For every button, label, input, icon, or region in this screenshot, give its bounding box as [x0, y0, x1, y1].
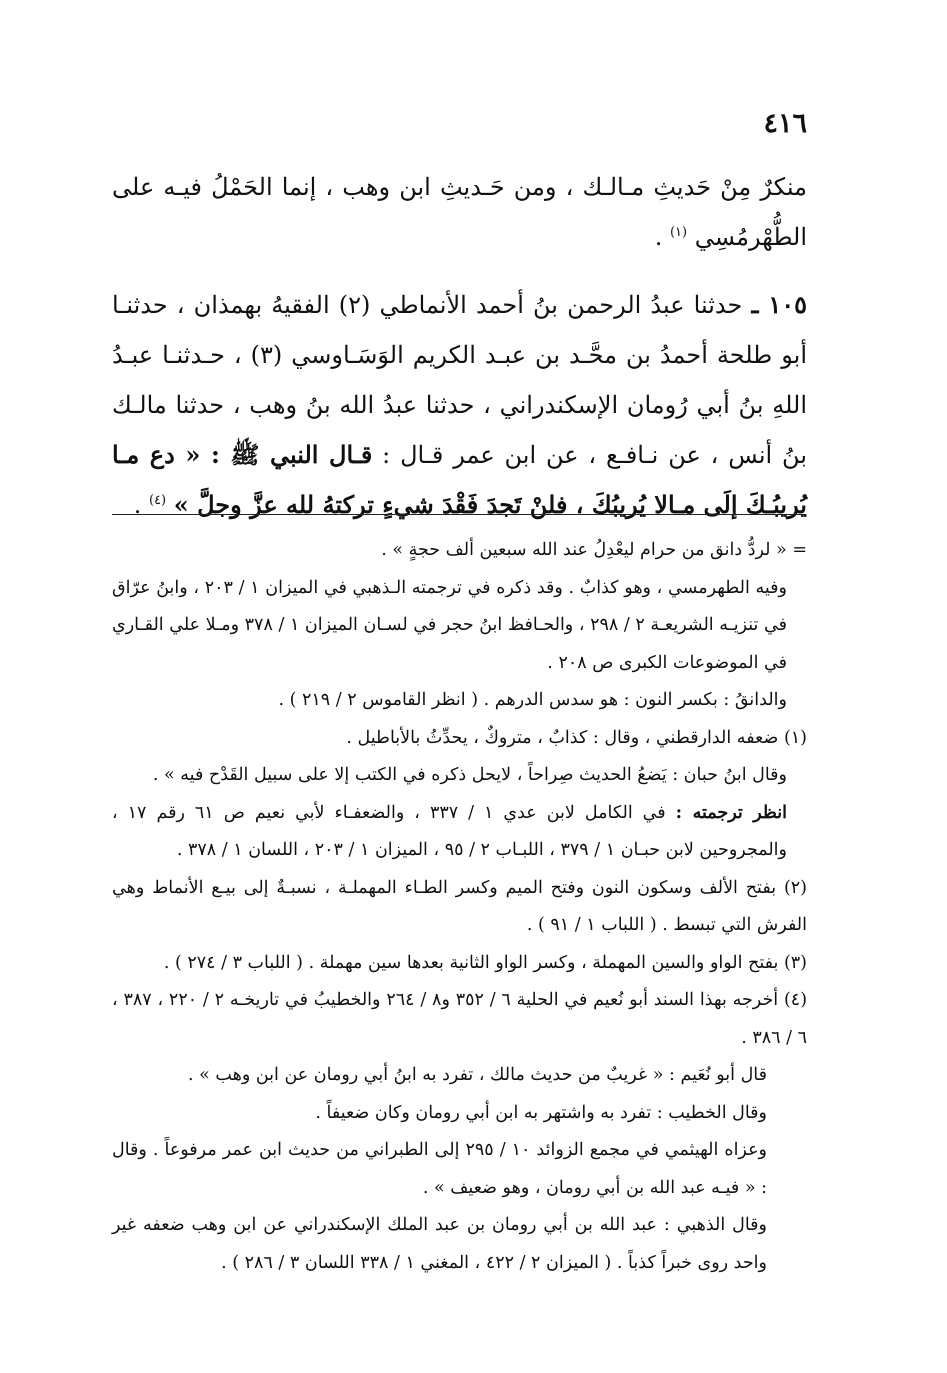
hadith-chain: حدثنا عبدُ الرحمن بنُ أحمد الأنماطي (٢) الفقيهُ بهمذان ، حدثنـا أبو طلحة أحمدُ بن محَّـد بن عبـد الكريم الوَسَـاوسي (٣) ، حـدثنـا عبـدُ اللهِ بنُ أبي رُومان الإسكندراني ، حدثنا عبدُ الله بنُ وهب ، حدثنا مالـك بنُ أنس ، عن نـافـع ، عن ابن عمر قـال :	[112, 291, 807, 469]
footnote-2-marker: (٢)	[783, 877, 807, 898]
footnote-1-marker: (١)	[783, 727, 807, 748]
footnote-4	[112, 982, 807, 1057]
footnote-4-paragraph-5: وقال الذهبي : عبد الله بن أبي رومان بن عبد الملك الإسكندراني عن ابن وهب ضعفه غير واحد روى خبراً كذباً . ( الميزان ٢ / ٤٢٢ ، المغني ١ / ٣٣٨ اللسان ٣ / ٢٨٦ ) .	[112, 1215, 767, 1273]
opening-paragraph	[112, 162, 807, 262]
continuation-paragraph-3: والدانقُ : بكسر النون : هو سدس الدرهم . ( انظر القاموس ٢ / ٢١٩ ) .	[278, 690, 787, 710]
footnote-3-marker: (٣)	[783, 952, 807, 973]
continuation-marker: =	[792, 540, 807, 560]
footnote-1-text: ضعفه الدارقطني ، وقال : كذابٌ ، متروكٌ ، يحدِّثُ بالأباطيل .	[346, 727, 779, 748]
footnotes-section	[112, 532, 807, 1282]
page-number: ٤١٦	[763, 108, 807, 139]
footnote-4-paragraph-4: وعزاه الهيثمي في مجمع الزوائد ١٠ / ٢٩٥ إلى الطبراني من حديث ابن عمر مرفوعاً . وقال : « فيـه عبد الله بن أبي رومان ، وهو ضعيف » .	[112, 1140, 767, 1198]
footnote-1-paragraph-2: وقال ابنُ حبان : يَضعُ الحديث صِراحاً ، لايحل ذكره في الكتب إلا على سبيل القَدْح فيه » .	[152, 765, 787, 785]
footnote-ref-4[interactable]: (٤)	[148, 493, 167, 508]
footnote-separator	[112, 514, 806, 515]
hadith-paragraph	[112, 280, 807, 530]
footnote-4-paragraph-2: قال أبو نُعَيم : « غريبٌ من حديث مالك ، تفرد به ابنُ أبي رومان عن ابن وهب » .	[188, 1065, 767, 1085]
footnote-2-text: بفتح الألف وسكون النون وفتح الميم وكسر الطـاء المهملـة ، نسبـةٌ إلى بيـع الأنماط وهي الفرش التي تبسط . ( اللباب ١ / ٩١ ) .	[112, 877, 807, 935]
hadith-end: .	[133, 491, 149, 519]
opening-end: .	[654, 223, 670, 251]
footnote-3	[112, 945, 807, 983]
hadith-quote: قـال النبي ﷺ : « دع مـا يُريبُـكَ إلَى مـالا يُريبُكَ ، فلنْ تَجدَ فَقْدَ شيءٍ تركتهُ لله عزَّ وجلَّ »	[112, 440, 807, 519]
footnote-1-paragraph-3	[112, 795, 807, 870]
continuation-paragraph-2: وفيه الطهرمسي ، وهو كذابٌ . وقد ذكره في ترجمته الـذهبي في الميزان ١ / ٢٠٣ ، وابنُ عرّاق في تنزيـه الشريعـة ٢ / ٢٩٨ ، والحـافظ ابنُ حجر في لسـان الميزان ١ / ٣٧٨ ومـلا علي القـاري في الموضوعات الكبرى ص ٢٠٨ .	[112, 577, 787, 673]
footnote-2	[112, 870, 807, 945]
footnote-1-label: انظر ترجمته :	[675, 802, 787, 823]
hadith-number: ١٠٥ ـ	[751, 290, 808, 319]
footnote-3-text: بفتح الواو والسين المهملة ، وكسر الواو الثانية بعدها سين مهملة . ( اللباب ٣ / ٢٧٤ ) .	[163, 952, 779, 973]
footnote-4-text: أخرجه بهذا السند أبو نُعيم في الحلية ٦ / ٣٥٢ و٨ / ٢٦٤ والخطيبُ في تاريخـه ٢ / ٢٢٠ ، ٣٨٧ ، ٦ / ٣٨٦ .	[112, 990, 807, 1048]
footnote-4-marker: (٤)	[783, 990, 808, 1010]
main-text	[112, 162, 807, 530]
opening-text: منكرٌ مِنْ حَديثِ مـالـك ، ومن حَـديثِ ابن وهب ، إنما الحَمْلُ فيـه على الطُّهْرمُسِي	[112, 173, 807, 251]
footnote-4-paragraph-3: وقال الخطيب : تفرد به واشتهر به ابن أبي رومان وكان ضعيفاً .	[315, 1102, 767, 1123]
footnote-1-references: في الكامل لابن عدي ١ / ٣٣٧ ، والضعفـاء لأبي نعيم ص ٦١ رقم ١٧ ، والمجروحين لابن حبـان ١ / ٣٧٩ ، اللبـاب ٢ / ٩٥ ، الميزان ١ / ٢٠٣ ، اللسان ١ / ٣٧٨ .	[112, 802, 787, 860]
continuation-text: « لردُّ دانق من حرام ليعْدِلُ عند الله سبعين ألف حجةٍ » .	[381, 540, 787, 560]
footnote-continuation	[112, 532, 807, 570]
footnote-1	[112, 720, 807, 758]
footnote-ref-1[interactable]: (١)	[669, 225, 688, 240]
